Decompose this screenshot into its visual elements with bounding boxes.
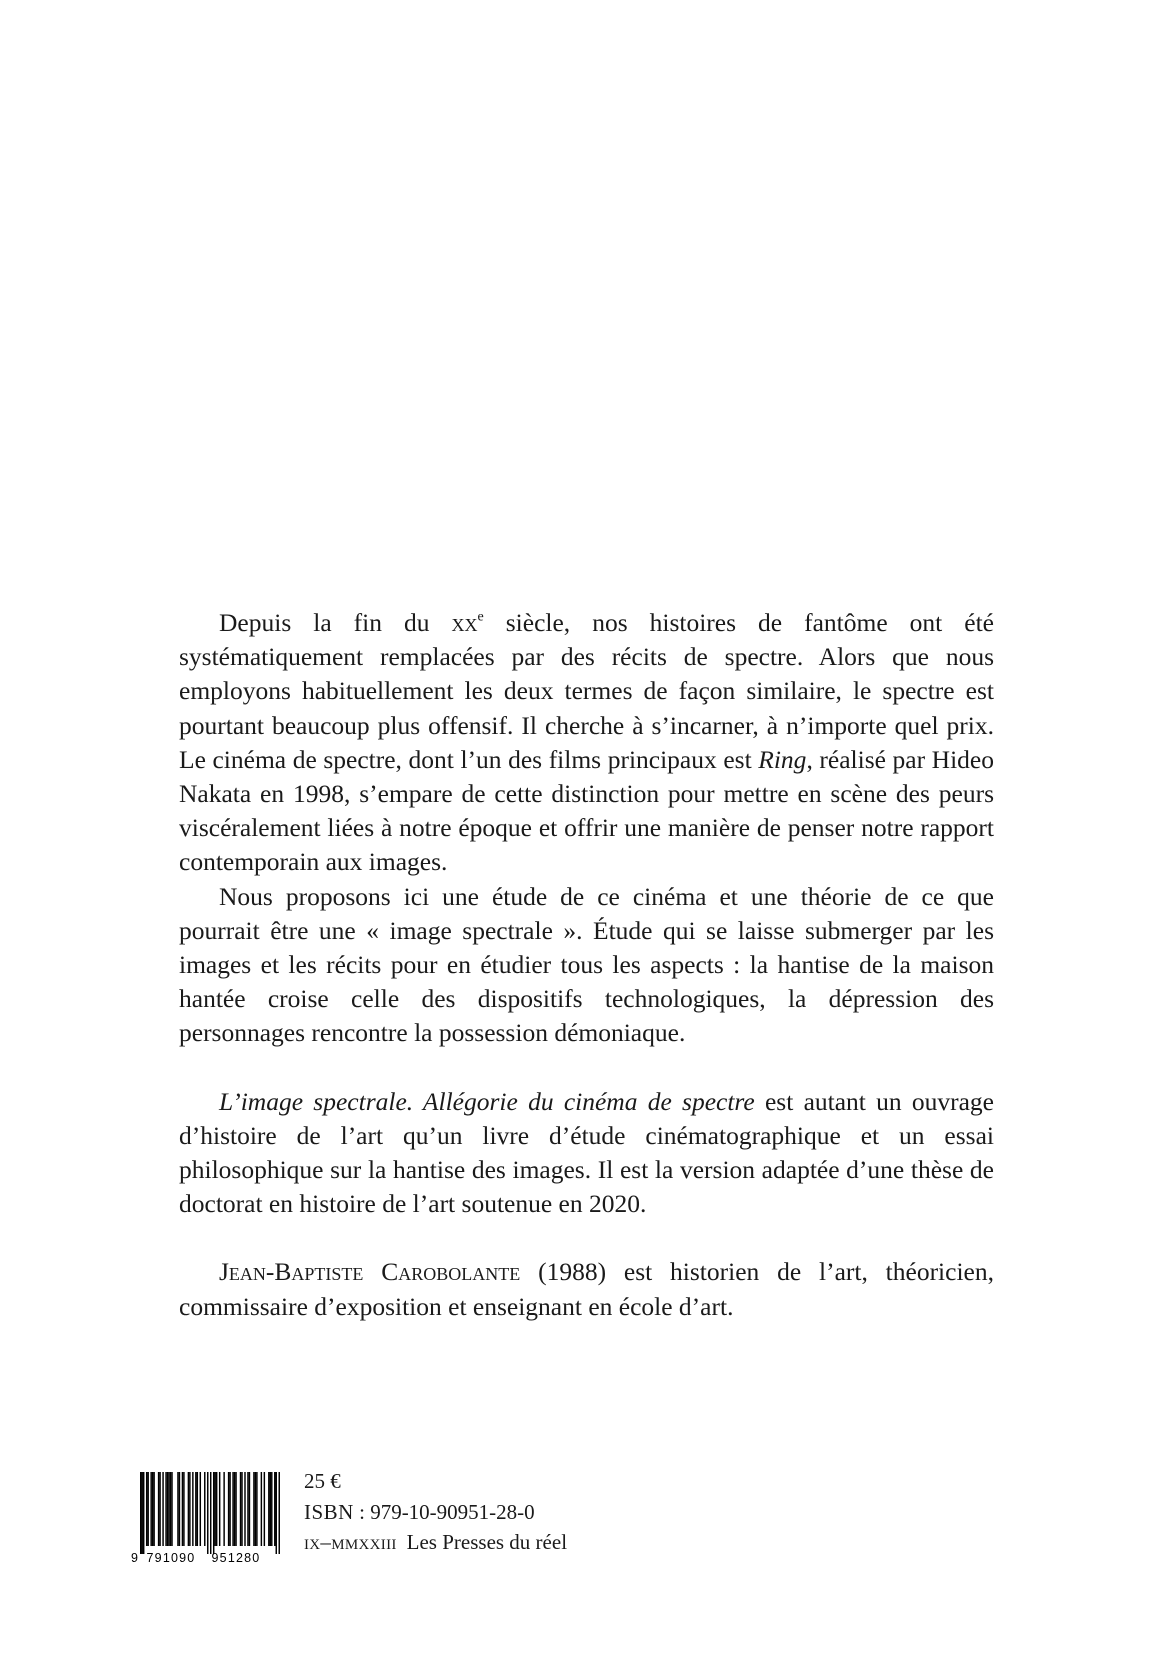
barcode-bar (255, 1472, 256, 1546)
film-title: Ring (758, 744, 807, 774)
barcode-bar (143, 1472, 144, 1554)
intro-text-3: , réalisé par Hideo Nakata en 1998, s’empare de cette distinction pour mettre en scène des peurs viscéralement liées à notre époque et offrir une manière de penser notre rapport contemporain aux images. (179, 744, 994, 877)
barcode-bar (256, 1472, 257, 1546)
barcode-bar (276, 1472, 277, 1554)
edition-date: ix–mmxxiii (304, 1530, 397, 1554)
barcode-bar (264, 1472, 265, 1546)
isbn-label: ISBN (304, 1499, 354, 1524)
barcode-bar (159, 1472, 160, 1546)
back-cover-footer (130, 1470, 1030, 1565)
century-numeral: xx (451, 608, 478, 637)
barcode-bar (214, 1472, 215, 1546)
barcode-bar (168, 1472, 169, 1546)
barcode-bar (150, 1472, 151, 1546)
barcode-bar (223, 1472, 224, 1546)
barcode-bar (140, 1472, 141, 1554)
paragraph-study: Nous proposons ici une étude de ce cinéma et une théorie de ce que pourrait être une « image spectrale ». Étude qui se laisse submerger par les images et les récits pour en étudier tous les aspects : la hantise de la maison hantée croise celle des dispositifs technologiques, la dépression des personnages rencontre la possession démoniaque. (179, 881, 994, 1048)
back-cover-text (179, 606, 994, 1324)
paragraph-book (179, 1085, 994, 1222)
isbn-line (304, 1497, 567, 1528)
barcode-bar (167, 1472, 168, 1546)
barcode-bar (204, 1472, 205, 1546)
barcode-bar (228, 1472, 229, 1546)
barcode-bar (179, 1472, 180, 1546)
barcode-bar (247, 1472, 248, 1546)
book-title: L’image spectrale. Allégorie du cinéma de spectre (219, 1086, 755, 1116)
barcode-bar (146, 1472, 147, 1546)
barcode-bar (200, 1472, 201, 1546)
edition-line (304, 1527, 567, 1558)
barcode-bar (195, 1472, 196, 1546)
century-superscript: e (477, 609, 484, 625)
barcode-bar (153, 1472, 154, 1546)
barcode-bar (261, 1472, 262, 1546)
barcode-bar (177, 1472, 178, 1546)
barcode-bar (207, 1472, 208, 1554)
barcode-bar (141, 1472, 142, 1554)
barcode-bar (171, 1472, 172, 1546)
barcode-graphic (130, 1470, 282, 1565)
isbn-number: : 979-10-90951-28-0 (353, 1499, 535, 1524)
intro-text-2: siècle, nos histoires de fantôme ont été systématiquement remplacées par des récits de spectre. Alors que nous employons habituellement les deux termes de façon similaire, le spectre est pourtant beaucoup plus offensif. Il cherche à s’incarner, à n’importe quel prix. Le cinéma de spectre, dont l’un des films principaux est (179, 608, 994, 774)
barcode-right-digits: 951280 (211, 1551, 261, 1565)
barcode-bar (274, 1472, 275, 1546)
barcode-bar (268, 1472, 269, 1546)
barcode-bar (279, 1472, 280, 1554)
paragraph-intro (179, 606, 994, 880)
barcode-bar (152, 1472, 153, 1546)
barcode-left-digits: 791090 (146, 1551, 196, 1565)
barcode-bar (241, 1472, 242, 1546)
barcode-bar (197, 1472, 198, 1546)
author-name: Jean-Baptiste Carobolante (219, 1257, 521, 1287)
barcode-first-digit: 9 (131, 1551, 138, 1565)
price: 25 € (304, 1469, 341, 1493)
paragraph-author (179, 1255, 994, 1323)
barcode-bar (253, 1472, 254, 1546)
barcode-bar (188, 1472, 189, 1546)
author-bio: (1988) est historien de l’art, théoricien, commissaire d’exposition et enseignant en école d’art. (179, 1257, 994, 1321)
publisher-name: Les Presses du réel (406, 1530, 568, 1554)
barcode-bar (219, 1472, 220, 1546)
barcode-bar (170, 1472, 171, 1546)
barcode-bar (234, 1472, 235, 1546)
barcode-bar (232, 1472, 233, 1546)
barcode-bar (210, 1472, 211, 1554)
barcode-bar (249, 1472, 250, 1546)
book-metadata (304, 1466, 567, 1558)
isbn-barcode (130, 1470, 282, 1565)
barcode-bar (189, 1472, 190, 1546)
barcode-bar (240, 1472, 241, 1546)
barcode-bar (165, 1472, 166, 1546)
barcode-bar (244, 1472, 245, 1546)
barcode-bar (213, 1472, 214, 1554)
intro-text-1: Depuis la fin du (219, 608, 452, 637)
barcode-bar (216, 1472, 217, 1546)
book-description: est autant un ouvrage d’histoire de l’art qu’un livre d’étude cinématographique et un essai philosophique sur la hantise des images. Il est la version adaptée d’une thèse de doctorat en histoire de l’art soutenue en 2020. (179, 1086, 995, 1219)
barcode-bar (192, 1472, 193, 1546)
barcode-bar (271, 1472, 272, 1546)
barcode-bar (270, 1472, 271, 1546)
barcode-bar (158, 1472, 159, 1546)
barcode-bar (183, 1472, 184, 1546)
barcode-bar (235, 1472, 236, 1546)
barcode-bar (162, 1472, 163, 1546)
barcode-bar (147, 1472, 148, 1546)
barcode-bar (229, 1472, 230, 1546)
barcode-bar (182, 1472, 183, 1546)
